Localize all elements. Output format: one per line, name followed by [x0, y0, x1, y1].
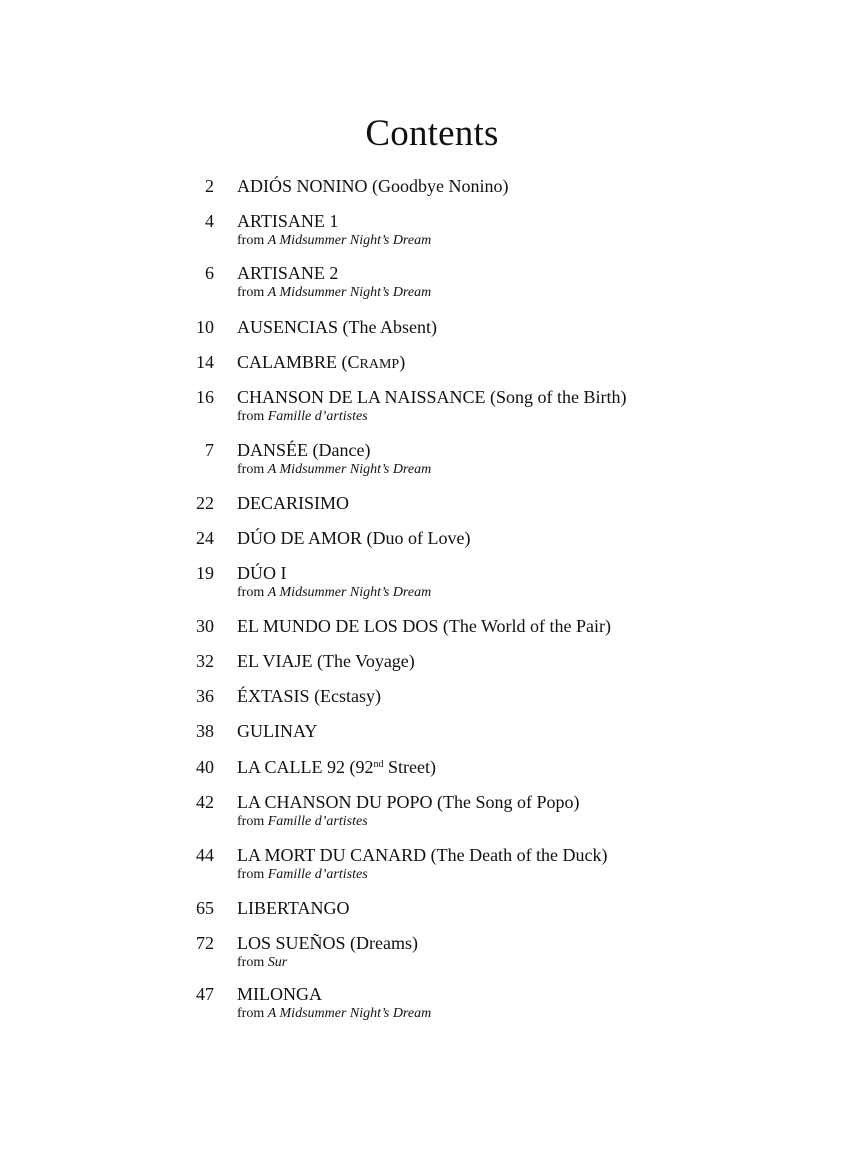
entry-title: DANSÉE (Dance)	[237, 440, 371, 460]
entry-title-end: )	[399, 352, 406, 372]
entry-source	[237, 584, 431, 601]
entry-source	[237, 284, 431, 301]
entry-page-number: 40	[196, 757, 214, 777]
entry-title: ARTISANE 1	[237, 211, 339, 231]
entry-page-number: 24	[196, 528, 214, 548]
entry-page-number: 22	[196, 493, 214, 513]
entry-title-main: CALAMBRE (	[237, 352, 348, 372]
entry-title: AUSENCIAS (The Absent)	[237, 317, 437, 337]
entry-title-main: LA CALLE 92 (92	[237, 757, 374, 777]
entry-page-number: 44	[196, 845, 214, 865]
entry-title: DÚO DE AMOR (Duo of Love)	[237, 528, 471, 548]
entry-title: MILONGA	[237, 984, 322, 1004]
entry-source-work: A Midsummer Night’s Dream	[267, 462, 432, 477]
entry-title-superscript: nd	[373, 759, 384, 770]
entry-title: CHANSON DE LA NAISSANCE (Song of the Birth)	[237, 387, 627, 407]
entry-page-number: 16	[196, 387, 214, 407]
entry-source-work: Sur	[267, 955, 288, 970]
entry-source-prefix: from	[237, 409, 265, 424]
entry-title: DÚO I	[237, 563, 287, 583]
entry-source	[237, 232, 431, 249]
entry-title: LIBERTANGO	[237, 898, 350, 918]
entry-source-prefix: from	[237, 955, 265, 970]
entry-source-prefix: from	[237, 585, 265, 600]
entry-page-number: 32	[196, 651, 214, 671]
entry-page-number: 14	[196, 352, 214, 372]
entry-source	[237, 866, 368, 883]
page-title: Contents	[365, 113, 499, 154]
entry-title: GULINAY	[237, 721, 318, 741]
entry-source	[237, 954, 287, 971]
entry-title-cap: C	[347, 352, 360, 372]
entry-source-prefix: from	[237, 1006, 265, 1021]
entry-title	[237, 351, 405, 376]
entry-page-number: 47	[196, 984, 214, 1004]
entry-page-number: 7	[205, 440, 214, 460]
entry-title: EL VIAJE (The Voyage)	[237, 651, 415, 671]
entry-title-smallcaps: RAMP	[359, 357, 400, 372]
entry-title: EL MUNDO DE LOS DOS (The World of the Pair)	[237, 616, 612, 636]
entry-source-work: A Midsummer Night’s Dream	[267, 285, 432, 300]
entry-title: ADIÓS NONINO (Goodbye Nonino)	[237, 176, 509, 196]
entry-page-number: 42	[196, 792, 214, 812]
entry-source-work: A Midsummer Night’s Dream	[267, 1006, 432, 1021]
entry-title: ARTISANE 2	[237, 263, 339, 283]
entry-title: LOS SUEÑOS (Dreams)	[237, 933, 418, 953]
entry-source-work: Famille d’artistes	[267, 409, 368, 424]
entry-source	[237, 813, 368, 830]
entry-title: ÉXTASIS (Ecstasy)	[237, 686, 382, 706]
entry-title: LA CHANSON DU POPO (The Song of Popo)	[237, 792, 580, 812]
entry-page-number: 4	[205, 211, 214, 231]
entry-source-work: A Midsummer Night’s Dream	[267, 233, 432, 248]
entry-source-work: Famille d’artistes	[267, 814, 368, 829]
entry-title	[237, 756, 436, 778]
entry-source-prefix: from	[237, 233, 265, 248]
entry-page-number: 19	[196, 563, 214, 583]
entry-source-work: A Midsummer Night’s Dream	[267, 585, 432, 600]
entry-page-number: 38	[196, 721, 214, 741]
entry-source	[237, 1005, 431, 1022]
entry-title: DECARISIMO	[237, 493, 350, 513]
entry-source-prefix: from	[237, 814, 265, 829]
entry-page-number: 65	[196, 898, 214, 918]
entry-source-prefix: from	[237, 867, 265, 882]
entry-page-number: 72	[196, 933, 214, 953]
entry-page-number: 10	[196, 317, 214, 337]
entry-page-number: 2	[205, 176, 214, 196]
entry-page-number: 36	[196, 686, 214, 706]
entry-page-number: 30	[196, 616, 214, 636]
entry-source-work: Famille d’artistes	[267, 867, 368, 882]
entry-source-prefix: from	[237, 285, 265, 300]
entry-title-end: Street)	[383, 757, 436, 777]
entry-title: LA MORT DU CANARD (The Death of the Duck)	[237, 845, 608, 865]
entry-source-prefix: from	[237, 462, 265, 477]
entry-source	[237, 461, 431, 478]
entry-source	[237, 408, 368, 425]
entry-page-number: 6	[205, 263, 214, 283]
